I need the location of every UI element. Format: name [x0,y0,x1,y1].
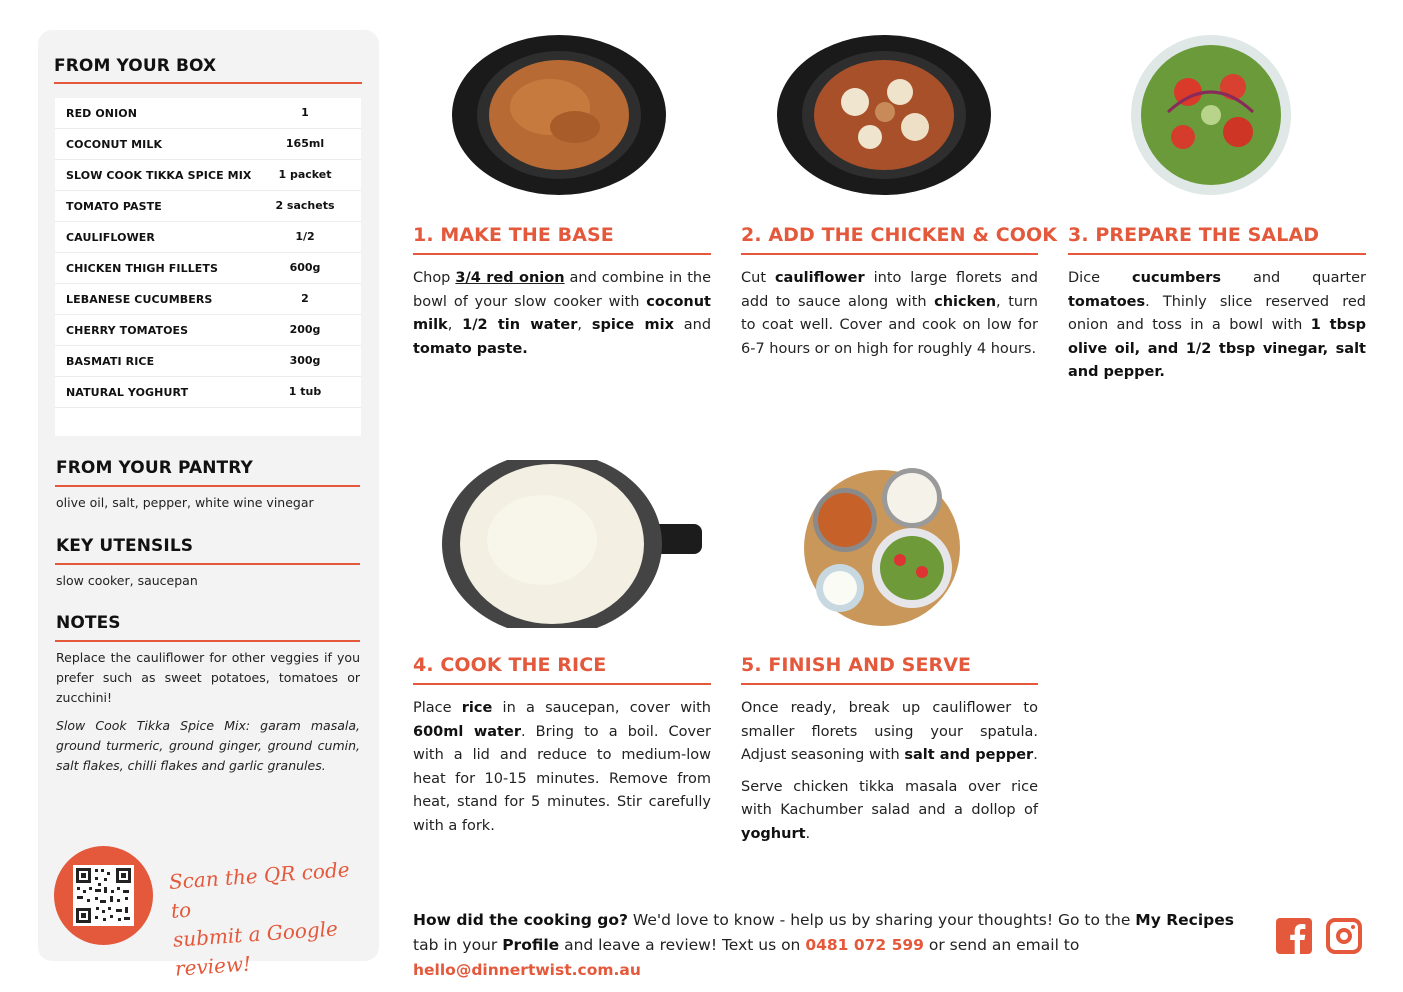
ingredient-name: CHERRY TOMATOES [66,324,189,337]
ingredient-row [55,377,361,408]
ingredient-qty: 2 sachets [275,199,335,212]
ingredient-qty: 1 [301,106,309,119]
utensils-heading: KEY UTENSILS [56,536,194,556]
facebook-icon[interactable] [1276,918,1312,954]
notes-spice-mix: Slow Cook Tikka Spice Mix: garam masala, ground turmeric, ground ginger, ground cumin, salt flakes, chilli flakes and garlic granules. [56,718,360,773]
heading-rule [54,82,362,84]
pantry-heading: FROM YOUR PANTRY [56,458,253,478]
notes-text: Replace the cauliflower for other veggies if you prefer such as sweet potatoes, tomatoes or zucchini! [56,650,360,705]
ingredient-name: BASMATI RICE [66,355,155,368]
ingredient-qty: 1/2 [295,230,315,243]
step-4-body: Place rice in a saucepan, cover with 600ml water. Bring to a boil. Cover with a lid and reduce to medium-low heat for 10-15 minutes. Remove from heat, stand for 5 minutes. Stir carefully with a fork. [413,700,711,834]
step-rule [1068,253,1366,255]
served-dish-photo [800,460,964,626]
instagram-icon[interactable] [1326,918,1362,954]
step-5-title: 5. FINISH AND SERVE [741,654,972,676]
ingredient-name: TOMATO PASTE [66,200,162,213]
ingredient-qty: 200g [289,323,321,336]
ingredient-row [55,253,361,284]
step-rule [741,253,1038,255]
step-3-title: 3. PREPARE THE SALAD [1068,224,1320,246]
email-link[interactable]: hello@dinnertwist.com.au [413,961,641,979]
slow-cooker-chicken-photo [775,32,993,198]
step-rule [413,683,711,685]
step-1-body: Chop 3/4 red onion and combine in the bowl of your slow cooker with coconut milk, 1/2 tin water, spice mix and tomato paste. [413,270,712,357]
salad-bowl-photo [1128,32,1294,198]
ingredient-qty: 300g [289,354,321,367]
qr-caption [168,854,376,984]
pantry-text: olive oil, salt, pepper, white wine vinegar [56,495,314,510]
ingredient-name: SLOW COOK TIKKA SPICE MIX [66,169,252,182]
ingredient-qty: 1 packet [278,168,332,181]
phone-link[interactable]: 0481 072 599 [805,936,924,954]
ingredient-qty: 1 tub [288,385,322,398]
ingredient-row [55,346,361,377]
ingredient-row [55,284,361,315]
ingredient-row [55,160,361,191]
step-4-title: 4. COOK THE RICE [413,654,607,676]
heading-rule [55,485,360,487]
qr-code[interactable] [73,865,134,926]
ingredient-row [55,191,361,222]
qr-caption-line1: Scan the QR code to [168,857,351,923]
ingredient-qty: 600g [289,261,321,274]
instagram-lens [1336,928,1352,944]
ingredient-row [55,98,361,129]
ingredient-name: RED ONION [66,107,138,120]
ingredient-name: LEBANESE CUCUMBERS [66,293,213,306]
qr-caption-line2: submit a Google review! [172,916,339,981]
ingredients-table [55,98,361,436]
ingredient-name: CAULIFLOWER [66,231,155,244]
step-2-title: 2. ADD THE CHICKEN & COOK [741,224,1058,246]
ingredient-qty: 165ml [285,137,325,150]
review-footer: How did the cooking go? We'd love to know - help us by sharing your thoughts! Go to the My Recipes tab in your Profile and leave a review! Text us on 0481 072 599 or send an email to hello@dinnertwist.com.au [413,911,1234,979]
rice-saucepan-photo [442,460,702,628]
ingredient-name: COCONUT MILK [66,138,163,151]
utensils-text: slow cooker, saucepan [56,573,198,588]
instagram-dot [1351,925,1355,929]
ingredient-name: CHICKEN THIGH FILLETS [66,262,219,275]
step-2-body: Cut cauliflower into large florets and add to sauce along with chicken, turn to coat well. Cover and cook on low for 6-7 hours or on high for roughly 4 hours. [741,270,1039,357]
notes-heading: NOTES [56,613,121,633]
heading-rule [55,640,360,642]
step-rule [413,253,711,255]
step-1-title: 1. MAKE THE BASE [413,224,614,246]
ingredient-qty: 2 [301,292,309,305]
ingredient-row [55,129,361,160]
slow-cooker-sauce-photo [450,32,668,198]
ingredient-row [55,315,361,346]
step-rule [741,683,1038,685]
qr-code-badge[interactable] [54,846,153,945]
sidebar [38,30,379,981]
step-3-body: Dice cucumbers and quarter tomatoes. Thinly slice reserved red onion and toss in a bowl with 1 tbsp olive oil, and 1/2 tbsp vinegar, salt and pepper. [1068,270,1366,380]
ingredient-name: NATURAL YOGHURT [66,386,189,399]
heading-rule [55,563,360,565]
ingredient-row [55,222,361,253]
from-your-box-heading: FROM YOUR BOX [54,56,217,76]
step-5-body: Once ready, break up cauliflower to smaller florets using your spatula. Adjust seasoning with salt and pepper. Serve chicken tikka masala over rice with Kachumber salad and a dollop of yoghurt. [741,700,1038,842]
